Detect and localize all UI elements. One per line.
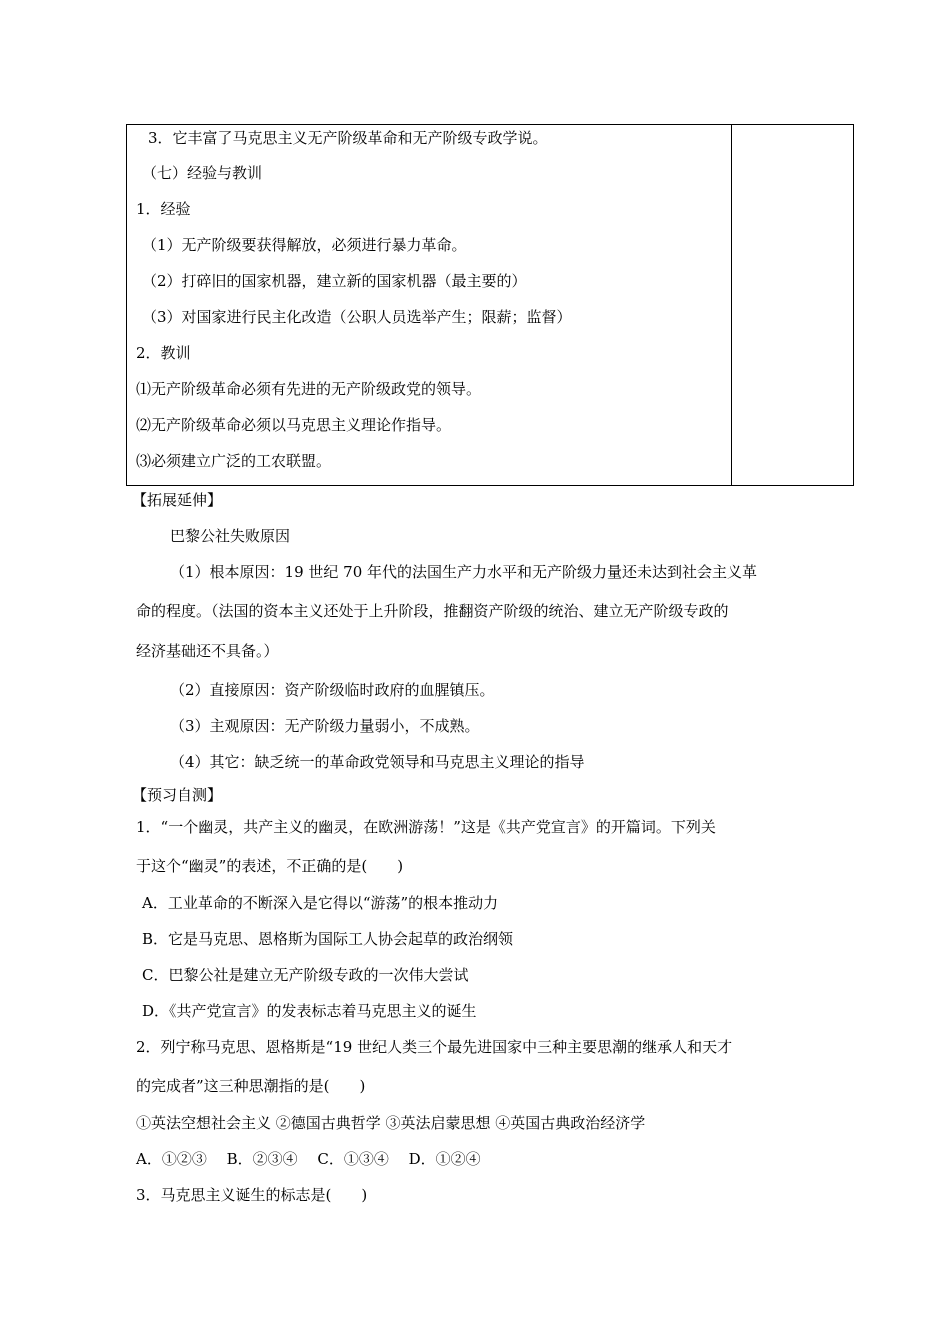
table-line: ⑶必须建立广泛的工农联盟。 [136,452,332,470]
extension-line: 命的程度。（法国的资本主义还处于上升阶段，推翻资产阶级的统治、建立无产阶级专政的 [136,602,729,620]
extension-line: （2）直接原因：资产阶级临时政府的血腥镇压。 [170,681,495,699]
option-line: ①英法空想社会主义 ②德国古典哲学 ③英法启蒙思想 ④英国古典政治经济学 [136,1114,646,1132]
option-line: A．①②③ B．②③④ C．①③④ D．①②④ [136,1150,481,1168]
table-column-divider [731,125,732,485]
preview-heading: 【预习自测】 [132,786,223,804]
table-line: 3．它丰富了马克思主义无产阶级革命和无产阶级专政学说。 [148,129,548,147]
table-line: （七）经验与教训 [142,164,263,182]
table-line: （1）无产阶级要获得解放，必须进行暴力革命。 [142,236,467,254]
table-line: ⑵无产阶级革命必须以马克思主义理论作指导。 [136,416,452,434]
extension-line: （4）其它：缺乏统一的革命政党领导和马克思主义理论的指导 [170,753,585,771]
table-line: ⑴无产阶级革命必须有先进的无产阶级政党的领导。 [136,380,482,398]
table-line: （2）打碎旧的国家机器，建立新的国家机器（最主要的） [142,272,527,290]
extension-line: （1）根本原因：19 世纪 70 年代的法国生产力水平和无产阶级力量还未达到社会主义革 [170,563,758,581]
option-line: D．《共产党宣言》的发表标志着马克思主义的诞生 [142,1002,477,1020]
table-line: 2．教训 [136,344,191,362]
question-line: 3．马克思主义诞生的标志是( ) [136,1186,368,1204]
question-line: 1．“一个幽灵，共产主义的幽灵，在欧洲游荡！”这是《共产党宣言》的开篇词。下列关 [136,818,716,836]
extension-line: （3）主观原因：无产阶级力量弱小，不成熟。 [170,717,480,735]
option-line: A．工业革命的不断深入是它得以“游荡”的根本推动力 [142,894,499,912]
extension-heading: 【拓展延伸】 [132,491,223,509]
question-line: 2．列宁称马克思、恩格斯是“19 世纪人类三个最先进国家中三种主要思潮的继承人和天才 [136,1038,733,1056]
question-line: 于这个“幽灵”的表述，不正确的是( ) [136,857,404,875]
option-line: B．它是马克思、恩格斯为国际工人协会起草的政治纲领 [142,930,514,948]
option-line: C．巴黎公社是建立无产阶级专政的一次伟大尝试 [142,966,469,984]
table-line: （3）对国家进行民主化改造（公职人员选举产生；限薪；监督） [142,308,572,326]
question-line: 的完成者”这三种思潮指的是( ) [136,1077,366,1095]
table-line: 1．经验 [136,200,191,218]
extension-subtitle: 巴黎公社失败原因 [170,527,291,545]
extension-line: 经济基础还不具备。） [136,642,279,660]
